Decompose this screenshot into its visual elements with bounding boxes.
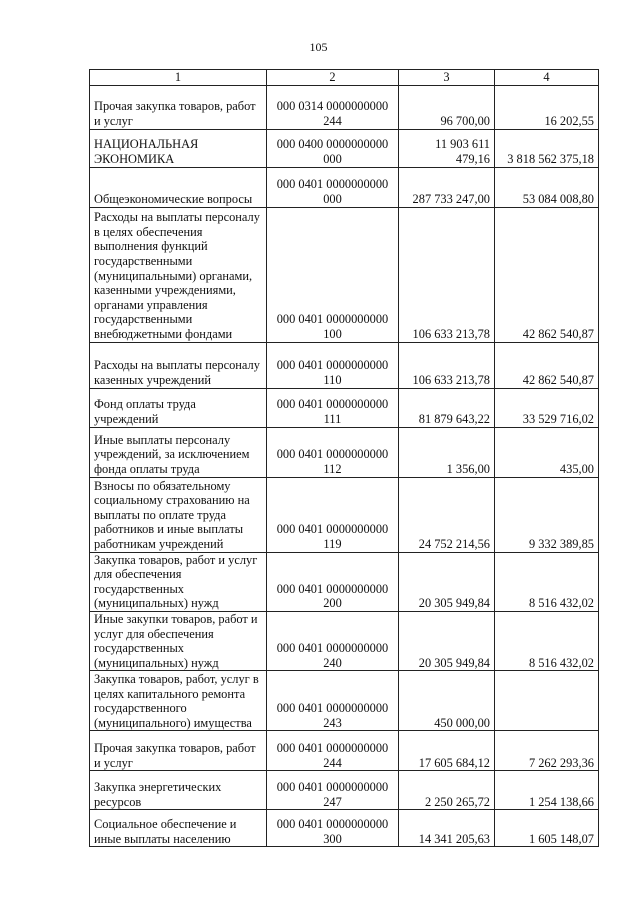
- row-code: 000 0314 0000000000 244: [267, 85, 399, 129]
- page-number: 105: [309, 40, 328, 54]
- table-row: [90, 85, 599, 129]
- row-code: 000 0401 0000000000 119: [267, 477, 399, 552]
- row-code: 000 0401 0000000000 200: [267, 552, 399, 611]
- row-value-col4: 9 332 389,85: [495, 477, 599, 552]
- row-code: 000 0401 0000000000 244: [267, 731, 399, 771]
- table-row: [90, 771, 599, 810]
- row-name: Прочая закупка товаров, работ и услуг: [90, 731, 267, 771]
- row-value-col3: 81 879 643,22: [399, 388, 495, 427]
- header-row: [90, 70, 599, 86]
- row-value-col4: 8 516 432,02: [495, 611, 599, 670]
- row-value-col4: 7 262 293,36: [495, 731, 599, 771]
- budget-table: [89, 69, 599, 847]
- header-col-1: 1: [90, 70, 267, 86]
- row-value-col3: 96 700,00: [399, 85, 495, 129]
- table-row: [90, 552, 599, 611]
- row-name: Социальное обеспечение и иные выплаты населению: [90, 810, 267, 847]
- table-row: [90, 477, 599, 552]
- row-value-col4: 435,00: [495, 427, 599, 477]
- row-code: 000 0401 0000000000 247: [267, 771, 399, 810]
- row-name: Расходы на выплаты персоналу в целях обеспечения выполнения функций государственными (муниципальными) органами, казенными учреждениями, органами управления государственными внебюджетными фондами: [90, 207, 267, 342]
- row-code: 000 0401 0000000000 300: [267, 810, 399, 847]
- row-code: 000 0401 0000000000 000: [267, 167, 399, 207]
- table-row: [90, 129, 599, 167]
- row-value-col4: 16 202,55: [495, 85, 599, 129]
- row-value-col3: 20 305 949,84: [399, 611, 495, 670]
- row-value-col4: 1 254 138,66: [495, 771, 599, 810]
- row-code: 000 0401 0000000000 240: [267, 611, 399, 670]
- row-name: Общеэкономические вопросы: [90, 167, 267, 207]
- row-value-col4: 1 605 148,07: [495, 810, 599, 847]
- row-value-col4: 33 529 716,02: [495, 388, 599, 427]
- row-name: Прочая закупка товаров, работ и услуг: [90, 85, 267, 129]
- row-value-col3: 106 633 213,78: [399, 207, 495, 342]
- row-value-col4: 53 084 008,80: [495, 167, 599, 207]
- row-value-col4: 42 862 540,87: [495, 342, 599, 388]
- row-value-col3: 450 000,00: [399, 671, 495, 731]
- row-code: 000 0401 0000000000 100: [267, 207, 399, 342]
- row-value-col4: 42 862 540,87: [495, 207, 599, 342]
- table-row: [90, 342, 599, 388]
- row-value-col4: 3 818 562 375,18: [495, 129, 599, 167]
- row-value-col3: 287 733 247,00: [399, 167, 495, 207]
- row-name: НАЦИОНАЛЬНАЯ ЭКОНОМИКА: [90, 129, 267, 167]
- row-value-col4: [495, 671, 599, 731]
- row-value-col3: 2 250 265,72: [399, 771, 495, 810]
- row-name: Расходы на выплаты персоналу казенных учреждений: [90, 342, 267, 388]
- table-row: [90, 731, 599, 771]
- header-col-2: 2: [267, 70, 399, 86]
- row-name: Закупка товаров, работ и услуг для обеспечения государственных (муниципальных) нужд: [90, 552, 267, 611]
- row-code: 000 0401 0000000000 111: [267, 388, 399, 427]
- row-code: 000 0401 0000000000 243: [267, 671, 399, 731]
- table-row: [90, 671, 599, 731]
- row-value-col3: 11 903 611 479,16: [399, 129, 495, 167]
- row-name: Иные выплаты персоналу учреждений, за исключением фонда оплаты труда: [90, 427, 267, 477]
- row-name: Закупка товаров, работ, услуг в целях капитального ремонта государственного (муниципального) имущества: [90, 671, 267, 731]
- row-value-col3: 106 633 213,78: [399, 342, 495, 388]
- row-code: 000 0400 0000000000 000: [267, 129, 399, 167]
- table-row: [90, 388, 599, 427]
- header-col-3: 3: [399, 70, 495, 86]
- row-value-col3: 1 356,00: [399, 427, 495, 477]
- table-row: [90, 207, 599, 342]
- row-name: Закупка энергетических ресурсов: [90, 771, 267, 810]
- row-value-col3: 14 341 205,63: [399, 810, 495, 847]
- row-name: Иные закупки товаров, работ и услуг для обеспечения государственных (муниципальных) нужд: [90, 611, 267, 670]
- table-row: [90, 611, 599, 670]
- row-code: 000 0401 0000000000 110: [267, 342, 399, 388]
- row-value-col4: 8 516 432,02: [495, 552, 599, 611]
- row-value-col3: 24 752 214,56: [399, 477, 495, 552]
- row-value-col3: 17 605 684,12: [399, 731, 495, 771]
- table-row: [90, 427, 599, 477]
- header-col-4: 4: [495, 70, 599, 86]
- row-name: Фонд оплаты труда учреждений: [90, 388, 267, 427]
- row-code: 000 0401 0000000000 112: [267, 427, 399, 477]
- table-row: [90, 810, 599, 847]
- table-row: [90, 167, 599, 207]
- row-name: Взносы по обязательному социальному страхованию на выплаты по оплате труда работников и иные выплаты работникам учреждений: [90, 477, 267, 552]
- row-value-col3: 20 305 949,84: [399, 552, 495, 611]
